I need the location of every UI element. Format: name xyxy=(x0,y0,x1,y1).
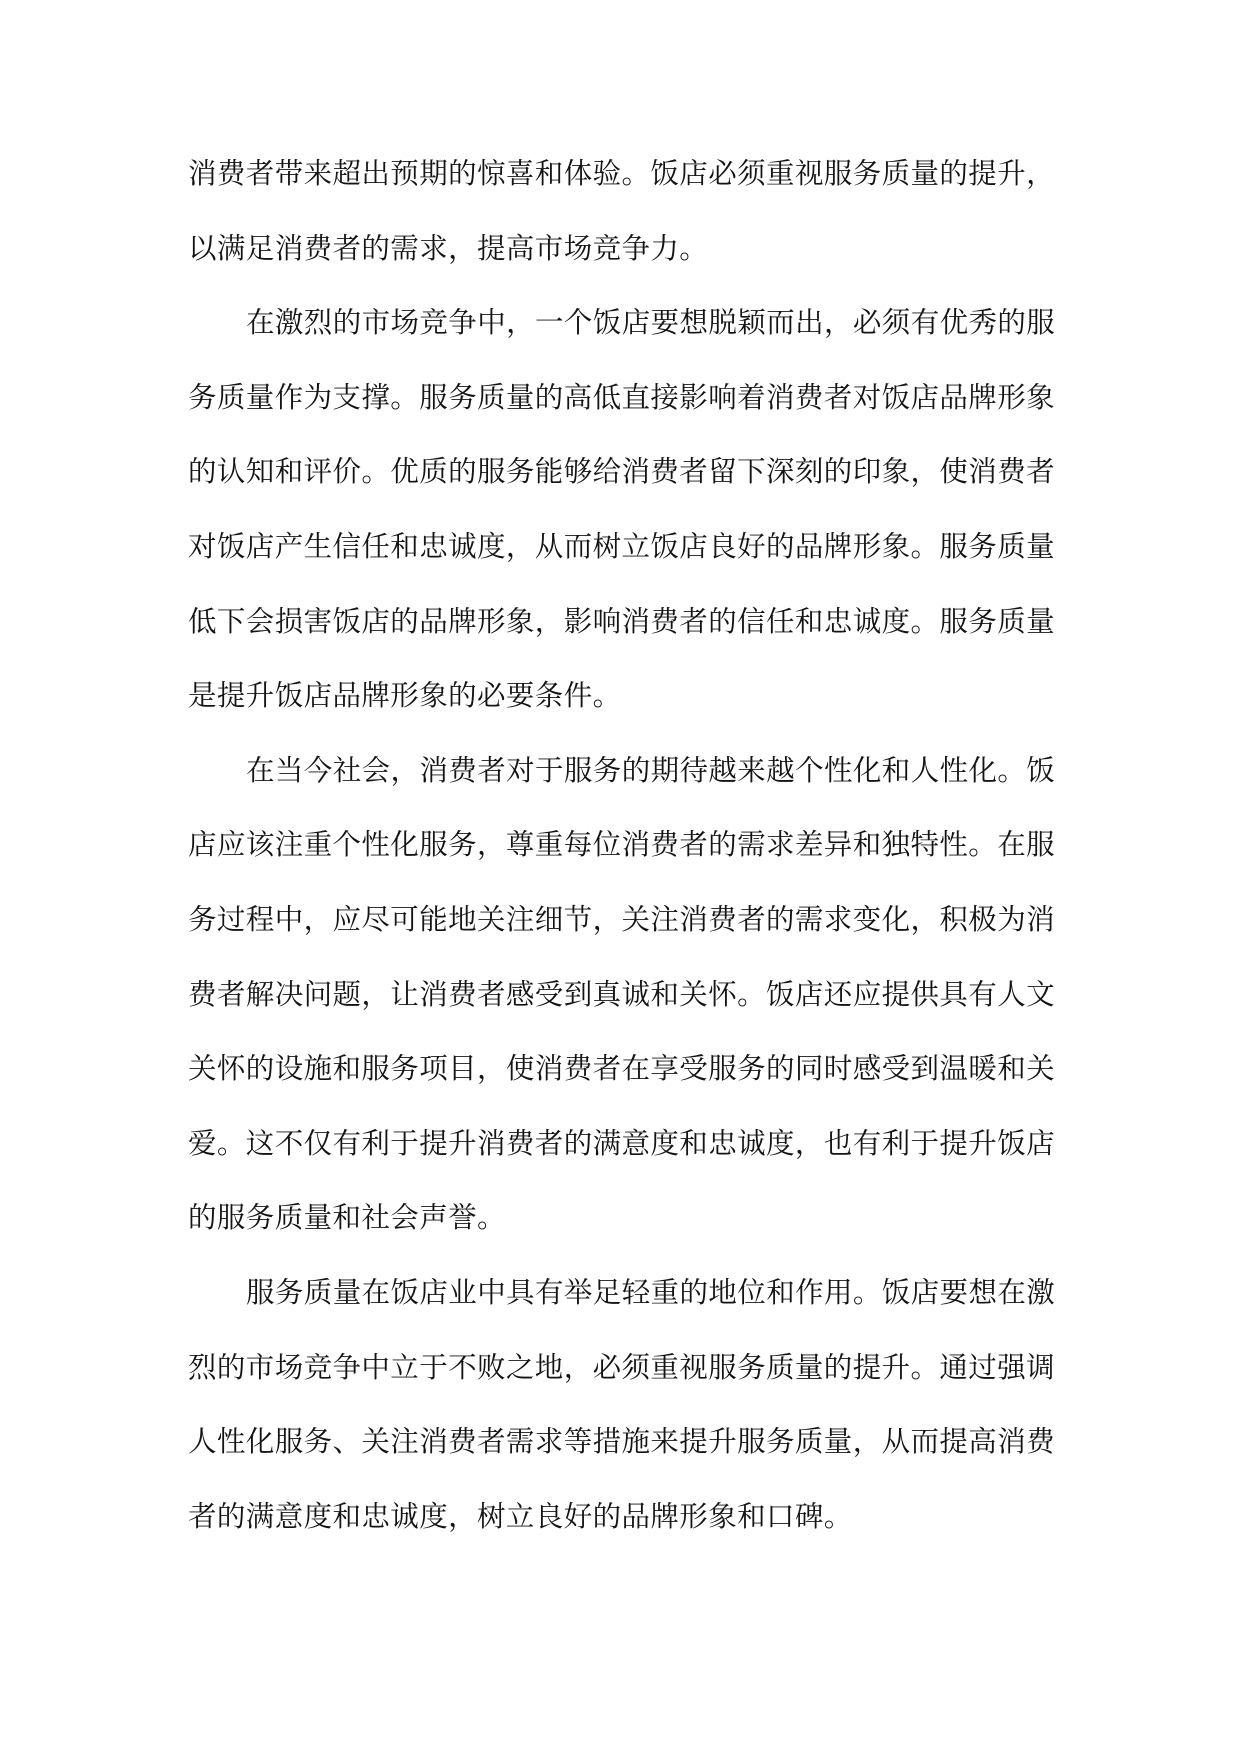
text-line: 是提升饭店品牌形象的必要条件。 xyxy=(188,679,622,713)
text-line: 的服务质量和社会声誉。 xyxy=(188,1201,506,1235)
paragraph xyxy=(188,734,1058,1256)
text-line: 在激烈的市场竞争中，一个饭店要想脱颖而出，必须有优秀的服 xyxy=(246,306,1056,340)
text-line: 低下会损害饭店的品牌形象，影响消费者的信任和忠诚度。服务质量 xyxy=(188,604,1056,638)
text-line: 关怀的设施和服务项目，使消费者在享受服务的同时感受到温暖和关 xyxy=(188,1052,1056,1086)
text-line: 者的满意度和忠诚度，树立良好的品牌形象和口碑。 xyxy=(188,1499,853,1533)
text-line: 烈的市场竞争中立于不败之地，必须重视服务质量的提升。通过强调 xyxy=(188,1350,1056,1384)
text-line: 爱。这不仅有利于提升消费者的满意度和忠诚度，也有利于提升饭店 xyxy=(188,1126,1056,1160)
text-line: 人性化服务、关注消费者需求等措施来提升服务质量，从而提高消费 xyxy=(188,1425,1056,1459)
text-line: 务质量作为支撑。服务质量的高低直接影响着消费者对饭店品牌形象 xyxy=(188,380,1056,414)
document-body xyxy=(188,137,1058,1554)
text-line: 以满足消费者的需求，提高市场竞争力。 xyxy=(188,231,709,265)
text-line: 的认知和评价。优质的服务能够给消费者留下深刻的印象，使消费者 xyxy=(188,455,1056,489)
paragraph xyxy=(188,137,1058,286)
text-line: 店应该注重个性化服务，尊重每位消费者的需求差异和独特性。在服 xyxy=(188,828,1056,862)
text-line: 消费者带来超出预期的惊喜和体验。饭店必须重视服务质量的提升， xyxy=(188,157,1056,190)
text-line: 在当今社会，消费者对于服务的期待越来越个性化和人性化。饭 xyxy=(246,753,1056,787)
paragraph xyxy=(188,286,1058,734)
text-line: 费者解决问题，让消费者感受到真诚和关怀。饭店还应提供具有人文 xyxy=(188,977,1056,1011)
text-line: 对饭店产生信任和忠诚度，从而树立饭店良好的品牌形象。服务质量 xyxy=(188,529,1056,563)
text-line: 服务质量在饭店业中具有举足轻重的地位和作用。饭店要想在激 xyxy=(246,1275,1056,1309)
text-line: 务过程中，应尽可能地关注细节，关注消费者的需求变化，积极为消 xyxy=(188,902,1056,936)
paragraph xyxy=(188,1256,1058,1554)
